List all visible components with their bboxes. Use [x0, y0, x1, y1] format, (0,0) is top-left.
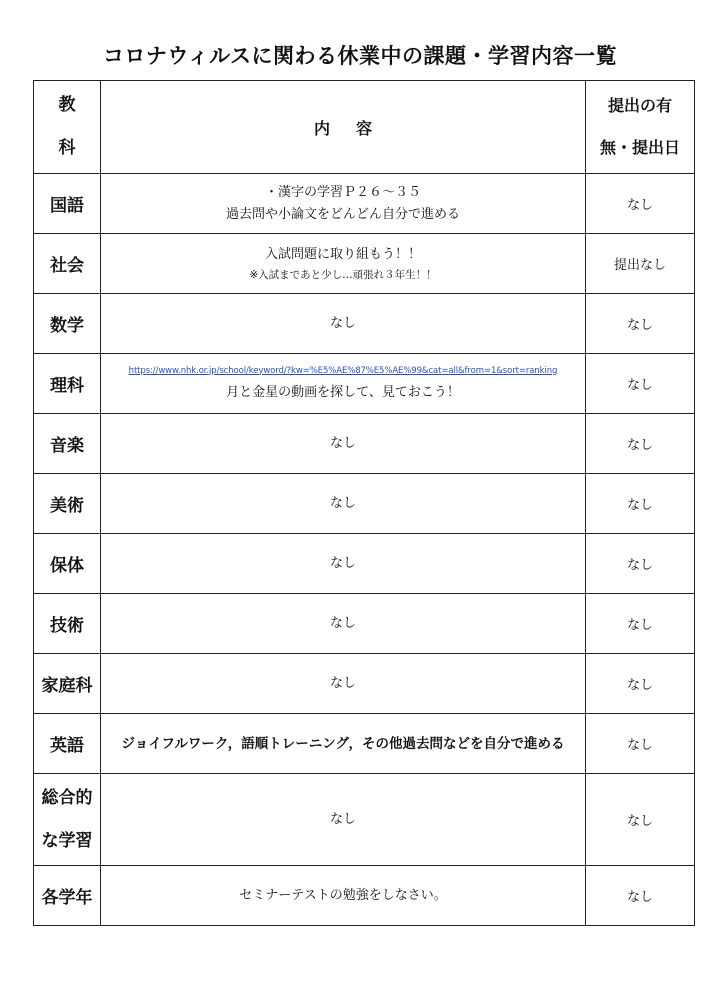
- content-cell: なし: [101, 414, 586, 474]
- content-cell: なし: [101, 474, 586, 534]
- page-title: コロナウィルスに関わる休業中の課題・学習内容一覧: [102, 44, 618, 68]
- header-content-label: 内容: [313, 118, 398, 138]
- content-line: ・漢字の学習Ｐ２６～３５: [264, 184, 421, 200]
- subject-cell: 社会: [34, 234, 101, 294]
- table-row: [34, 354, 695, 414]
- table-row: [34, 594, 695, 654]
- table-row: [34, 174, 695, 234]
- table-row: [34, 234, 695, 294]
- submit-cell: なし: [586, 294, 695, 354]
- content-cell: なし: [101, 534, 586, 594]
- content-cell: [101, 174, 586, 234]
- submit-cell: なし: [586, 714, 695, 774]
- subject-cell: 数学: [34, 294, 101, 354]
- table-row: [34, 534, 695, 594]
- nhk-link[interactable]: https://www.nhk.or.jp/school/keyword/?kw=%E5%AE%87%E5%AE%99&cat=all&from=1&sort=ranking: [128, 365, 558, 376]
- content-cell: なし: [101, 294, 586, 354]
- submit-cell: なし: [586, 654, 695, 714]
- subject-cell: 国語: [34, 174, 101, 234]
- content-cell: [101, 234, 586, 294]
- header-submit-line1: 提出の有: [607, 96, 672, 115]
- subject-cell: 音楽: [34, 414, 101, 474]
- header-submit: [586, 81, 695, 174]
- header-subject-line1: 教: [58, 95, 76, 115]
- subject-cell: 各学年: [34, 866, 101, 926]
- table-row: [34, 654, 695, 714]
- table-header-row: [34, 81, 695, 174]
- table-row: [34, 774, 695, 866]
- subject-line1: 総合的: [41, 787, 93, 808]
- subject-cell: 英語: [34, 714, 101, 774]
- table-row: [34, 294, 695, 354]
- subject-cell: [34, 774, 101, 866]
- submit-cell: 提出なし: [586, 234, 695, 294]
- submit-cell: なし: [586, 354, 695, 414]
- header-subject: [34, 81, 101, 174]
- subject-line2: な学習: [41, 830, 93, 851]
- header-content: [101, 81, 586, 174]
- content-cell: なし: [101, 594, 586, 654]
- submit-cell: なし: [586, 774, 695, 866]
- subject-cell: 保体: [34, 534, 101, 594]
- subject-cell: 技術: [34, 594, 101, 654]
- content-cell: [101, 354, 586, 414]
- content-line: 月と金星の動画を探して、見ておこう！: [226, 384, 460, 400]
- subject-cell: 家庭科: [34, 654, 101, 714]
- content-cell: ジョイフルワーク，語順トレーニング，その他過去問などを自分で進める: [101, 714, 586, 774]
- content-line: ※入試まであと少し…頑張れ３年生！！: [249, 268, 437, 281]
- content-line: 入試問題に取り組もう！！: [264, 246, 421, 262]
- submit-cell: なし: [586, 594, 695, 654]
- content-cell: なし: [101, 774, 586, 866]
- submit-cell: なし: [586, 474, 695, 534]
- submit-cell: なし: [586, 866, 695, 926]
- table-row: [34, 414, 695, 474]
- content-line: 過去問や小論文をどんどん自分で進める: [225, 206, 460, 222]
- header-submit-line2: 無・提出日: [599, 138, 680, 157]
- subject-cell: 美術: [34, 474, 101, 534]
- table-row: [34, 866, 695, 926]
- submit-cell: なし: [586, 534, 695, 594]
- table-row: [34, 714, 695, 774]
- table-row: [34, 474, 695, 534]
- submit-cell: なし: [586, 414, 695, 474]
- assignment-table: [33, 80, 695, 926]
- submit-cell: なし: [586, 174, 695, 234]
- content-cell: セミナーテストの勉強をしなさい。: [101, 866, 586, 926]
- content-cell: なし: [101, 654, 586, 714]
- header-subject-line2: 科: [58, 138, 76, 158]
- subject-cell: 理科: [34, 354, 101, 414]
